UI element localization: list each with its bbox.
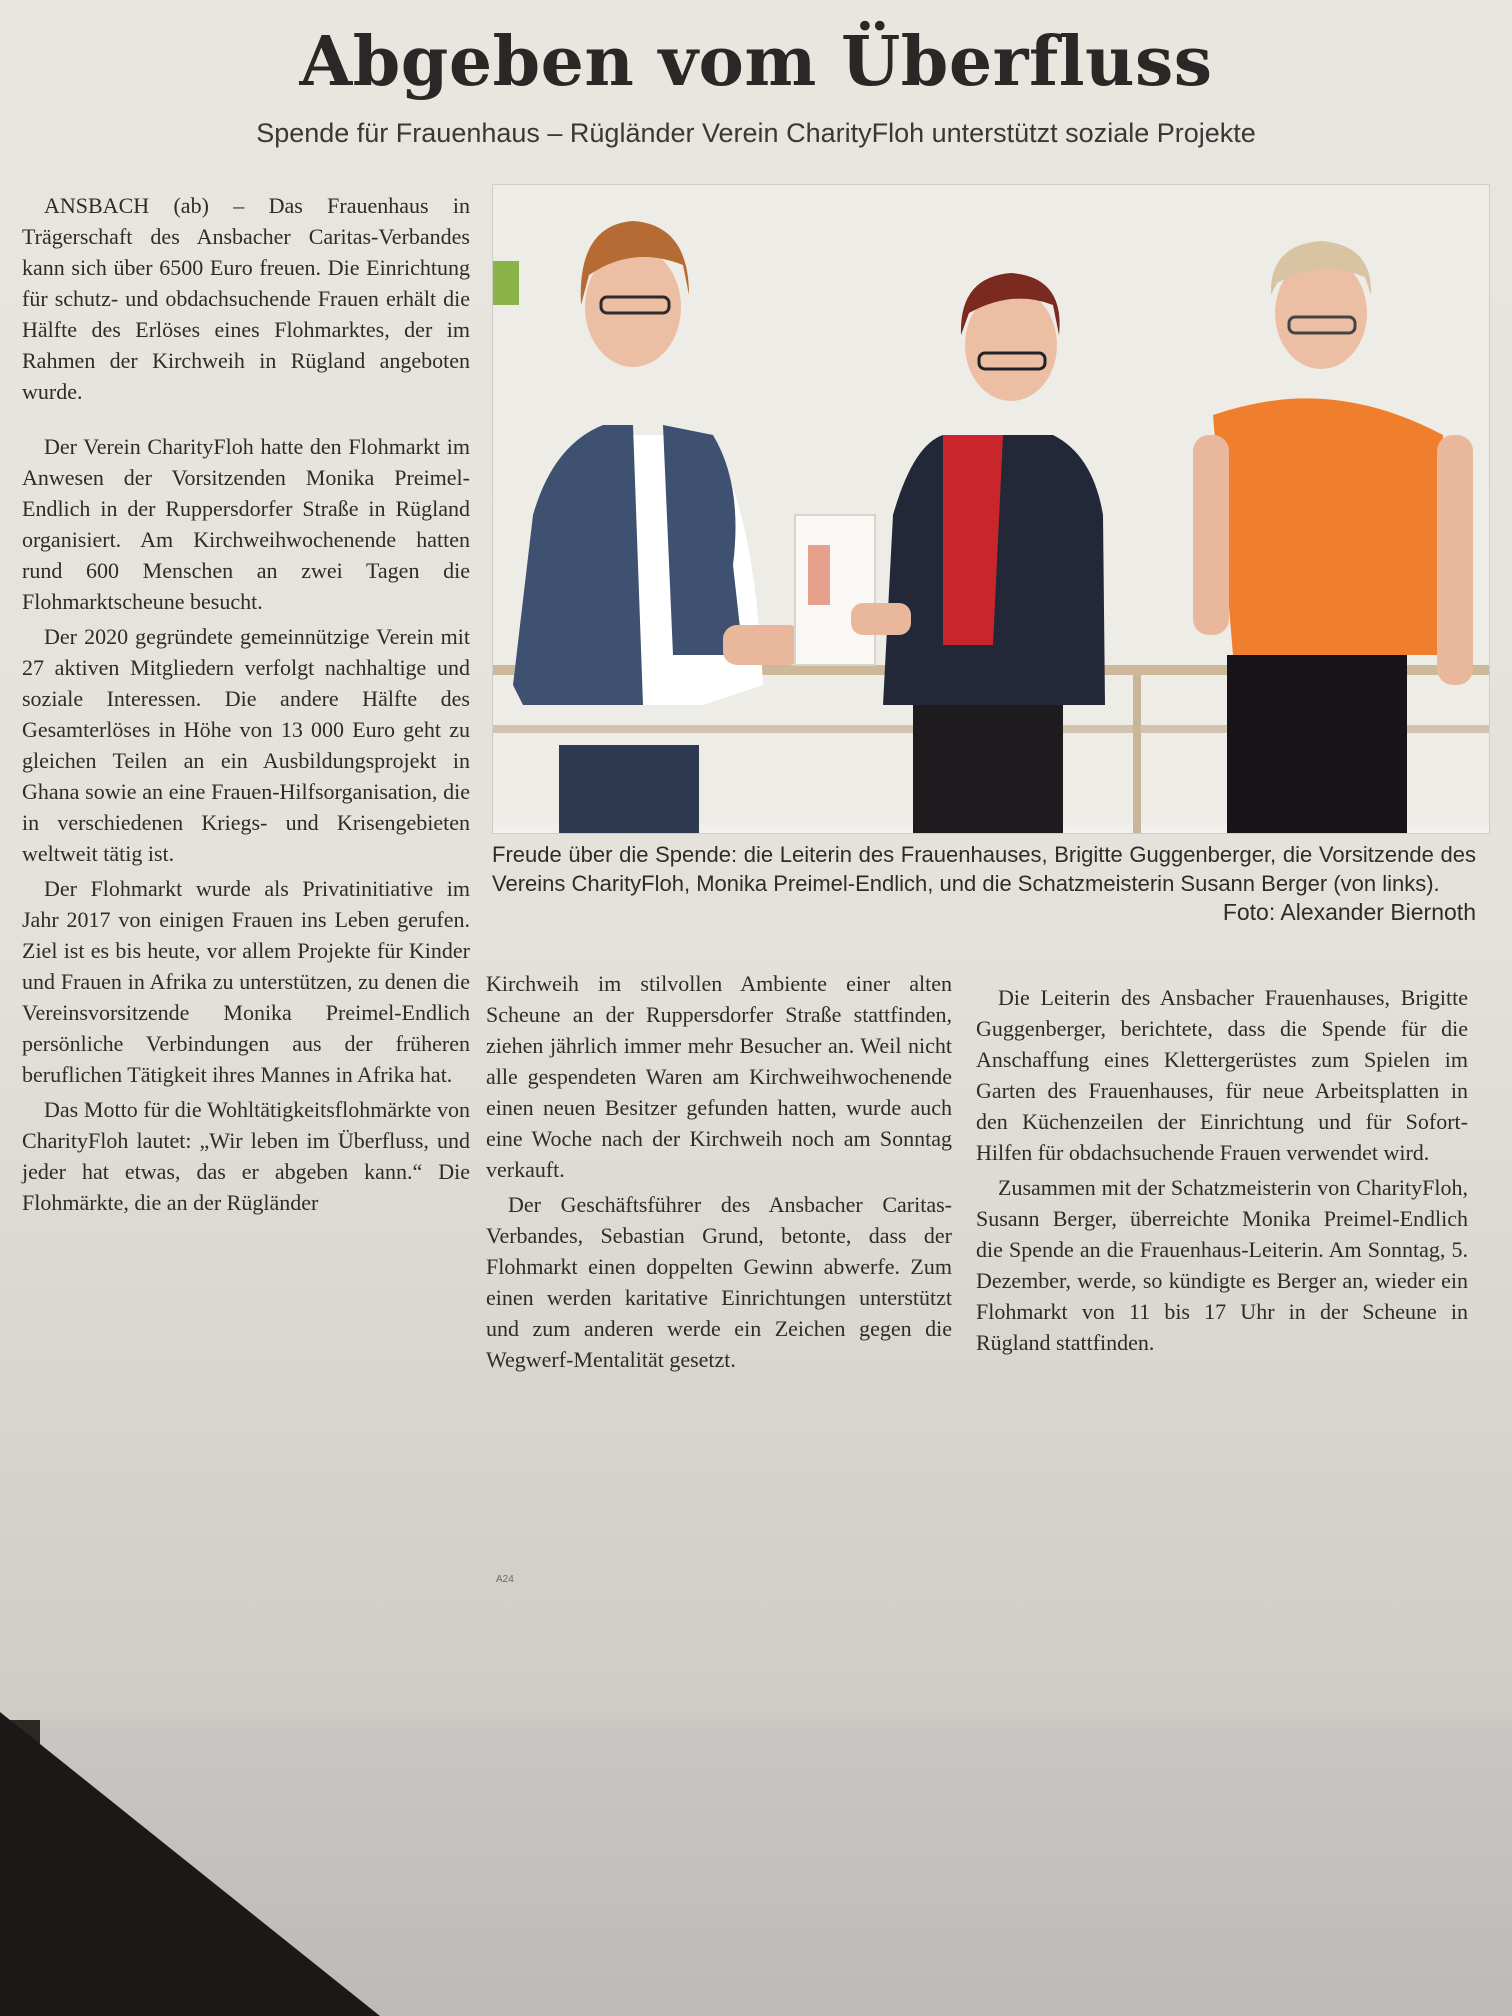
paragraph: Der Geschäftsführer des Ansbacher Caritas-Verbandes, Sebastian Grund, betonte, dass der Flohmarkt einen doppelten Gewinn abwerfe. Zum einen werden karitative Einrichtungen unterstützt und zum anderen werde ein Zeichen gegen die Wegwerf-Mentalität gesetzt. [486,1192,952,1372]
paragraph: Kirchweih im stilvollen Ambiente einer alten Scheune an der Ruppersdorfer Straße stattfinden, ziehen jährlich immer mehr Besucher an. Weil nicht alle gespendeten Waren am Kirchweihwochenende einen neuen Besitzer gefunden hatten, wurde auch eine Woche nach der Kirchweih noch am Sonntag verkauft. [486,971,952,1182]
column-2 [486,968,952,1375]
paragraph: Zusammen mit der Schatzmeisterin von CharityFloh, Susann Berger, überreichte Monika Preimel-Endlich die Spende an die Frauenhaus-Leiterin. Am Sonntag, 5. Dezember, werde, so kündigte es Berger an, wieder ein Flohmarkt von 11 bis 17 Uhr in der Scheune in Rügland stattfinden. [976,1175,1468,1355]
subheadline: Spende für Frauenhaus – Rügländer Verein CharityFloh unterstützt soziale Projekte [256,118,1256,148]
photo-illustration [493,185,1489,833]
page-mark: A24 [496,1574,514,1585]
caption-text: Freude über die Spende: die Leiterin des Frauenhauses, Brigitte Guggenberger, die Vorsitzende des Vereins CharityFloh, Monika Preimel-Endlich, und die Schatzmeisterin Susann Berger (von links). [492,842,1476,896]
paragraph: ANSBACH (ab) – Das Frauenhaus in Trägerschaft des Ansbacher Caritas-Verbandes kann sich über 6500 Euro freuen. Die Einrichtung für schutz- und obdachsuchende Frauen erhält die Hälfte des Erlöses eines Flohmarktes, der im Rahmen der Kirchweih in Rügland angeboten wurde. [22,193,470,404]
paragraph: Der 2020 gegründete gemeinnützige Verein mit 27 aktiven Mitgliedern verfolgt nachhaltige und soziale Interessen. Die andere Hälfte des Gesamterlöses in Höhe von 13 000 Euro geht zu gleichen Teilen an ein Ausbildungsprojekt in Ghana sowie an eine Frauen-Hilfsorganisation, die in verschiedenen Kriegs- und Krisengebieten weltweit tätig ist. [22,624,470,866]
paragraph: Der Flohmarkt wurde als Privatinitiative im Jahr 2017 von einigen Frauen ins Leben gerufen. Ziel ist es bis heute, vor allem Projekte für Kinder und Frauen in Afrika zu unterstützen, zu denen die Vereinsvorsitzende Monika Preimel-Endlich persönliche Verbindungen aus der früheren beruflichen Tätigkeit ihres Mannes in Afrika hat. [22,876,470,1087]
photo-credit: Foto: Alexander Biernoth [1222,899,1476,925]
article-photo [492,184,1490,834]
table-shadow [0,1712,380,2016]
paragraph: Die Leiterin des Ansbacher Frauenhauses, Brigitte Guggenberger, berichtete, dass die Spende für die Anschaffung eines Klettergerüstes zum Spielen im Garten des Frauenhauses, für neue Arbeitsplatten in den Küchenzeilen der Einrichtung und für Sofort-Hilfen für obdachsuchende Frauen verwendet wird. [976,985,1468,1165]
paragraph: Das Motto für die Wohltätigkeitsflohmärkte von CharityFloh lautet: „Wir leben im Überfluss, und jeder hat etwas, das er abgeben kann.“ Die Flohmärkte, die an der Rügländer [22,1097,470,1215]
column-1 [22,190,470,1218]
column-3 [976,982,1468,1358]
photo-caption [492,840,1476,927]
paragraph: Der Verein CharityFloh hatte den Flohmarkt im Anwesen der Vorsitzenden Monika Preimel-Endlich in der Ruppersdorfer Straße in Rügland organisiert. Am Kirchweihwochenende hatten rund 600 Menschen an zwei Tagen die Flohmarktscheune besucht. [22,434,470,614]
headline: Abgeben vom Überfluss [299,22,1213,102]
